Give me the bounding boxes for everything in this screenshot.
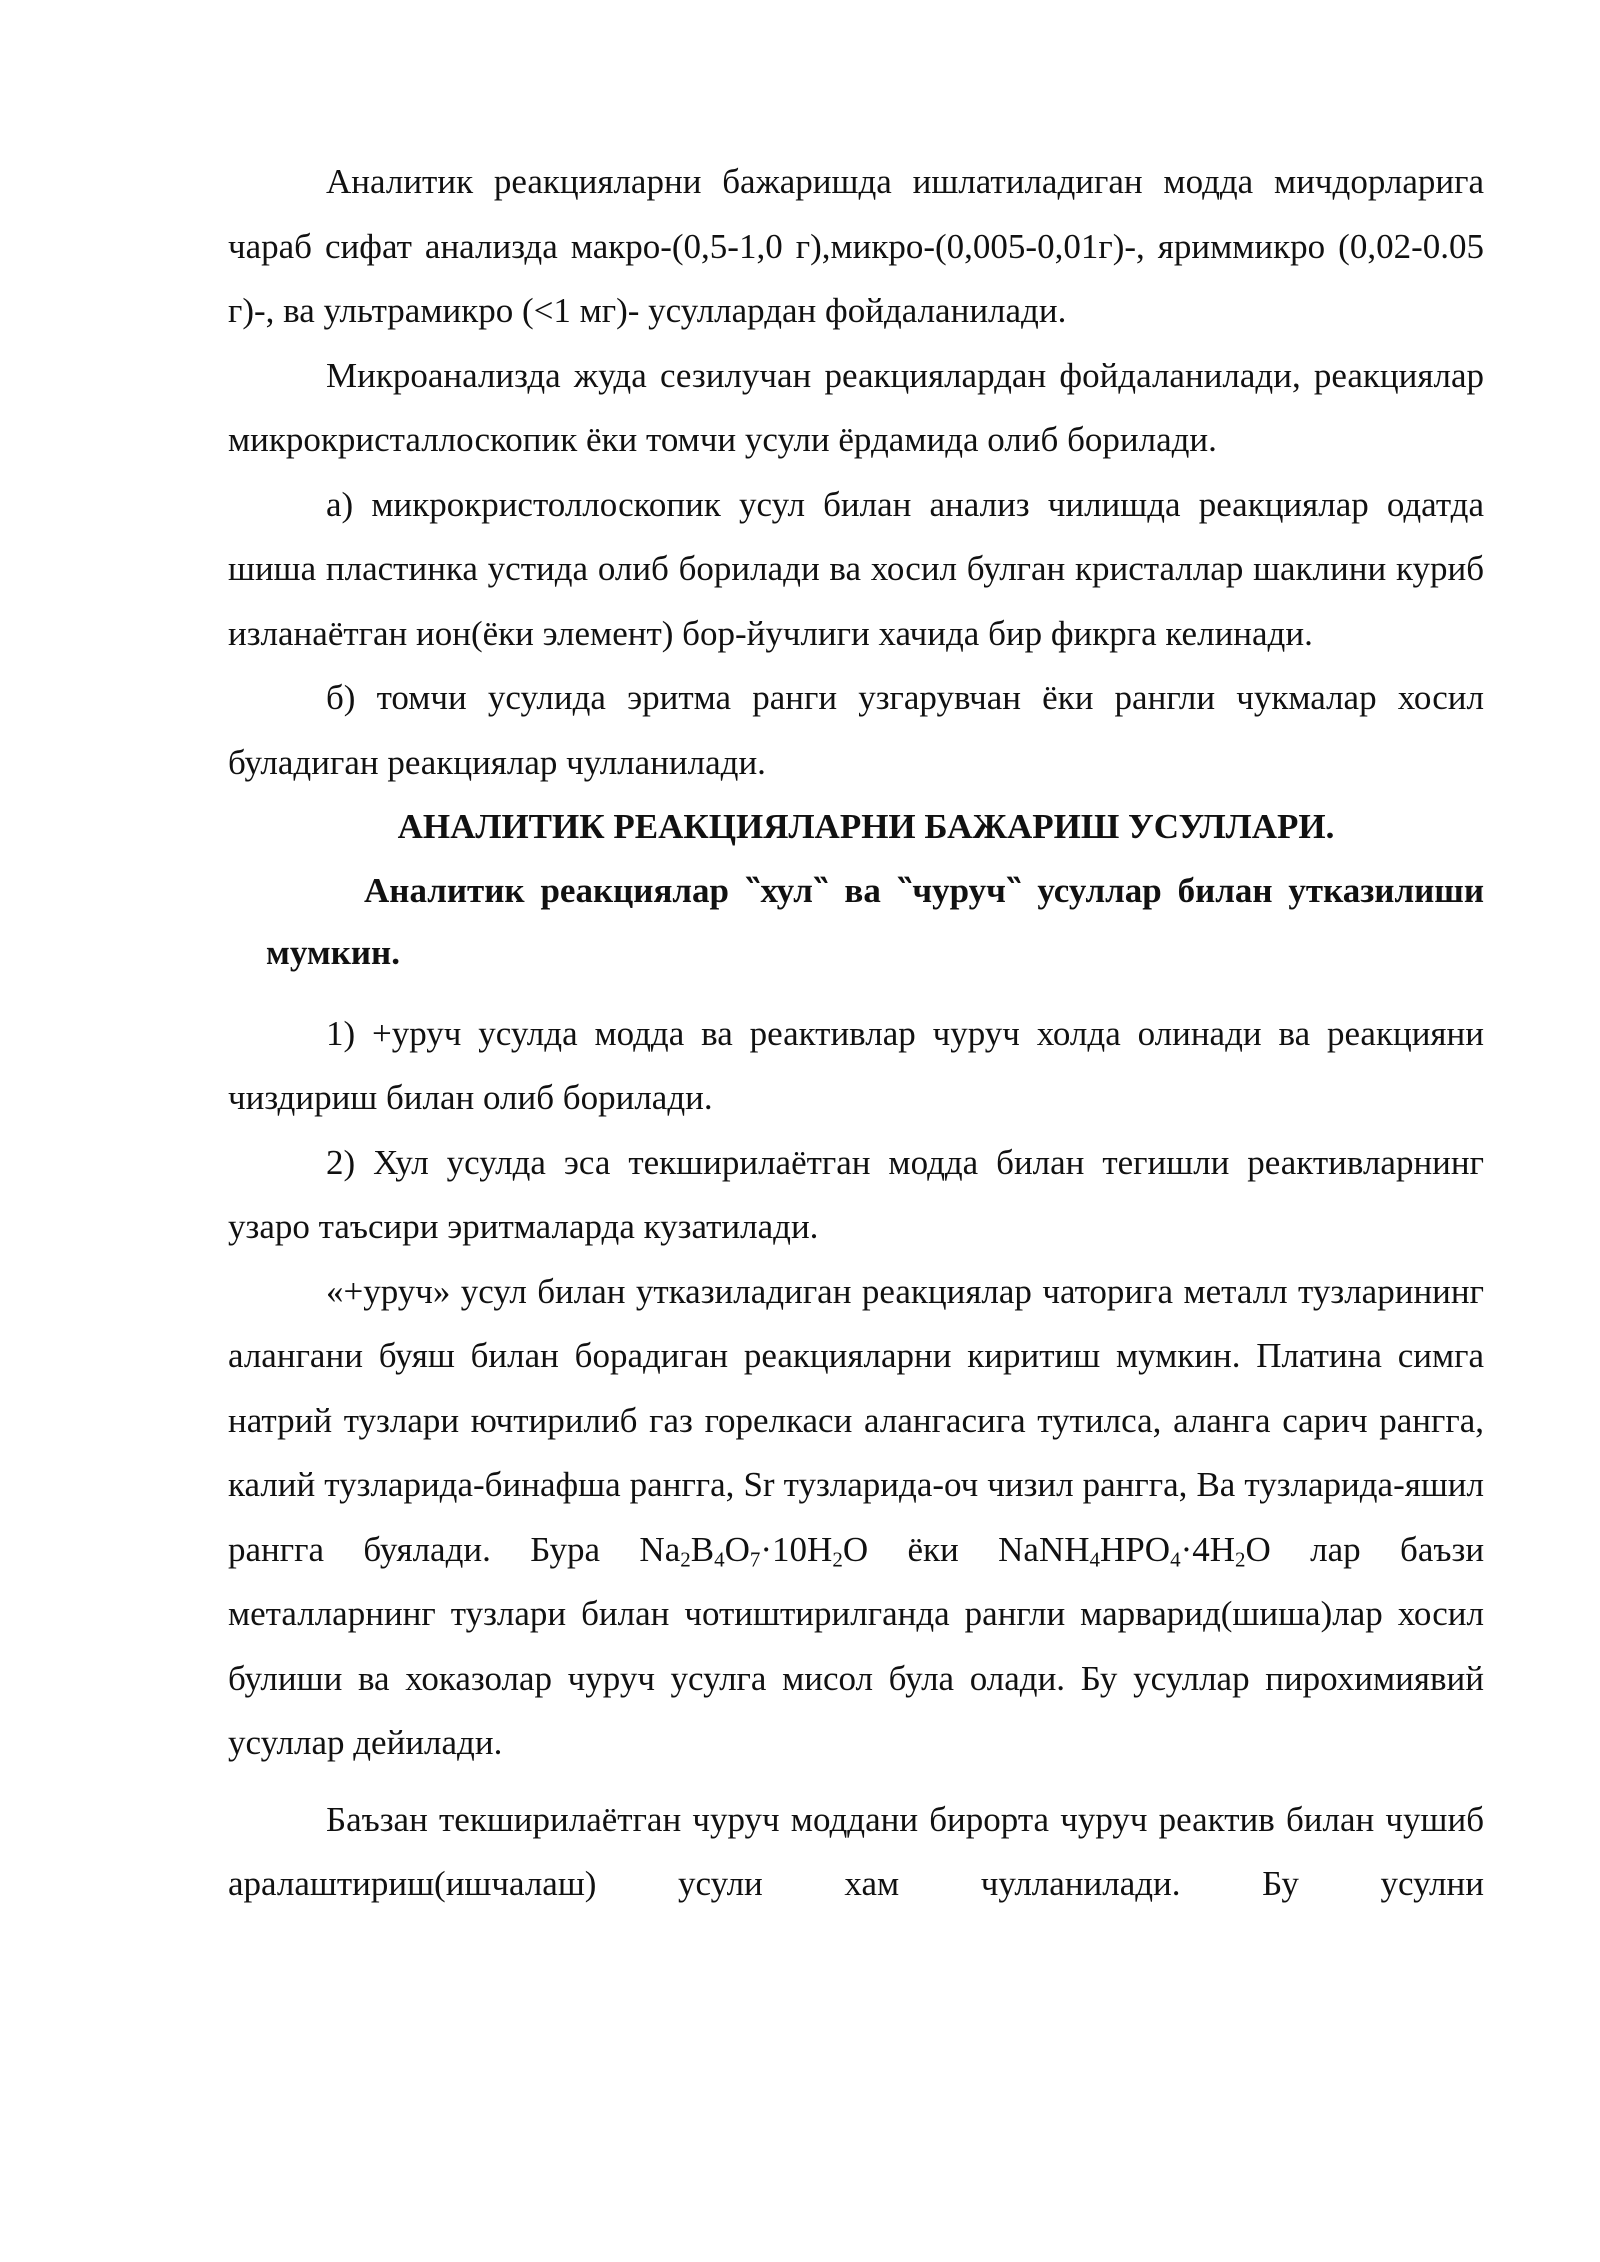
document-page bbox=[228, 150, 1484, 1917]
section-subheading: Аналитик реакциялар ‶хул‶ ва ‶чуруч‶ усуллар билан утказилиши мумкин. bbox=[266, 870, 1484, 972]
section-heading: АНАЛИТИК РЕАКЦИЯЛАРНИ БАЖАРИШ УСУЛЛАРИ. bbox=[397, 807, 1335, 846]
paragraph-wet-method: 2) Хул усулда эса текширилаётган модда билан тегишли реактивларнинг узаро таъсири эритмаларда кузатилади. bbox=[228, 1142, 1484, 1246]
paragraph-microcrystalloscopic: а) микрокристоллоскопик усул билан анализ чилишда реакциялар одатда шиша пластинка устида олиб борилади ва хосил булган кристаллар шаклини куриб изланаётган ион(ёки элемент) бор-йучлиги хачида бир фикрга келинади. bbox=[228, 484, 1484, 653]
flame-coloring-continuation: лар баъзи металларнинг тузлари билан чотиштирилганда рангли марварид(шиша)лар хосил булиши ва хоказолар чуруч усулга мисол була олади. Бу усуллар пирохимиявий усуллар дейилади. bbox=[228, 1529, 1485, 1762]
or-word: ёки bbox=[907, 1529, 959, 1569]
borax-formula: $Na_2B_4O_7\cdot 10H_2O$ bbox=[639, 1529, 869, 1571]
flame-coloring-text: «+уруч» усул билан утказиладиган реакциялар чаторига металл тузларининг алангани буяш билан борадиган реакцияларни киритиш мумкин. Платина симга натрий тузлари ючтирилиб газ горелкаси алангасига тутилса, аланга сарич рангга, калий тузларида-бинафша рангга, Sr тузларида-оч чизил рангга, Ва тузларида-яшил рангга буялади. Бура bbox=[228, 1271, 1484, 1569]
paragraph-grinding-method: Баъзан текширилаётган чуруч моддани бирорта чуруч реактив билан чушиб аралаштириш(ишчалаш) усули хам чулланилади. Бу усулни bbox=[228, 1799, 1484, 1903]
paragraph-sample-amounts: Аналитик реакцияларни бажаришда ишлатиладиган модда мичдорларига чараб сифат анализда макро-(0,5-1,0 г),микро-(0,005-0,01г)-, яриммикро (0,02-0.05 г)-, ва ультрамикро (<1 мг)- усуллардан фойдаланилади. bbox=[228, 162, 1484, 330]
paragraph-dry-method: 1) +уруч усулда модда ва реактивлар чуруч холда олинади ва реакцияни чиздириш билан олиб борилади. bbox=[228, 1013, 1484, 1117]
paragraph-flame-coloring bbox=[228, 1260, 1484, 1776]
paragraph-microanalysis: Микроанализда жуда сезилучан реакциялардан фойдаланилади, реакциялар микрокристаллоскопик ёки томчи усули ёрдамида олиб борилади. bbox=[228, 355, 1484, 459]
phosphate-formula: $NaNH_4HPO_4\cdot 4H_2O$ bbox=[998, 1529, 1271, 1571]
paragraph-drop-method: б) томчи усулида эритма ранги узгарувчан ёки рангли чукмалар хосил буладиган реакциялар чулланилади. bbox=[228, 678, 1484, 782]
